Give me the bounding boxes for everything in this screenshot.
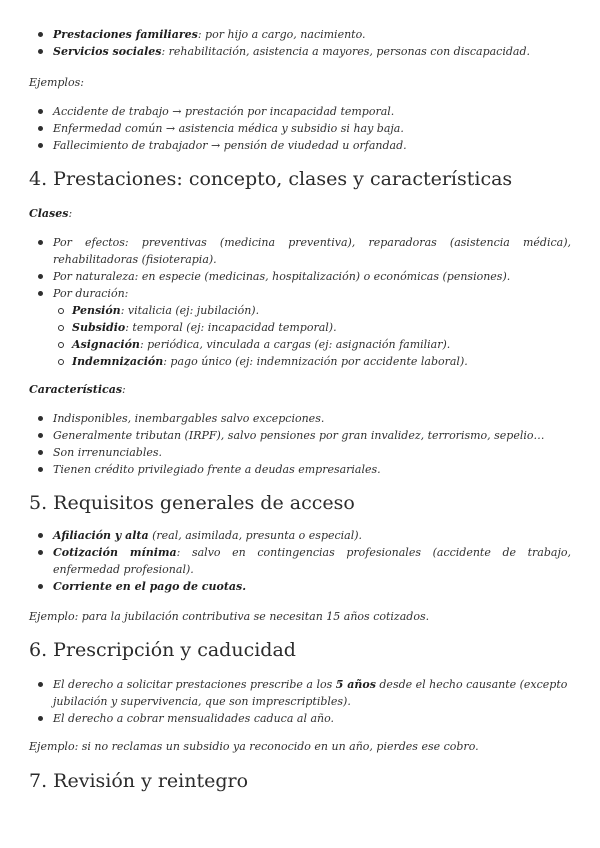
list-item: Tienen crédito privilegiado frente a deudas empresariales. xyxy=(29,461,571,478)
sublist-item: Pensión: vitalicia (ej: jubilación). xyxy=(53,302,571,319)
list-item: Fallecimiento de trabajador → pensión de viudedad u orfandad. xyxy=(29,137,571,154)
list-item: Por duración: Pensión: vitalicia (ej: jubilación). Subsidio: temporal (ej: incapacidad temporal). Asignación: periódica, vinculada a cargas (ej: asignación familiar). Indemnización: pago único (ej: indemnización por accidente laboral). xyxy=(29,285,571,370)
list-item: Accidente de trabajo → prestación por incapacidad temporal. xyxy=(29,103,571,120)
list-item: Cotización mínima: salvo en contingencias profesionales (accidente de trabajo, enfermedad profesional). xyxy=(29,544,571,578)
duration-sublist xyxy=(53,302,571,370)
list-item: Servicios sociales: rehabilitación, asistencia a mayores, personas con discapacidad. xyxy=(29,43,571,60)
examples-label: Ejemplos: xyxy=(29,76,84,89)
list-item: Afiliación y alta (real, asimilada, presunta o especial). xyxy=(29,527,571,544)
benefits-list xyxy=(29,26,571,60)
section6-example: Ejemplo: si no reclamas un subsidio ya reconocido en un año, pierdes ese cobro. xyxy=(29,740,479,753)
section-heading-5: 5. Requisitos generales de acceso xyxy=(29,492,355,514)
prescription-list xyxy=(29,676,571,727)
classes-label: Clases: xyxy=(29,207,73,220)
section-heading-7: 7. Revisión y reintegro xyxy=(29,770,249,792)
sublist-item: Asignación: periódica, vinculada a cargas (ej: asignación familiar). xyxy=(53,336,571,353)
list-item: El derecho a solicitar prestaciones prescribe a los 5 años desde el hecho causante (excepto jubilación y supervivencia, que son imprescriptibles). xyxy=(29,676,571,710)
list-item: Por efectos: preventivas (medicina preventiva), reparadoras (asistencia médica), rehabilitadoras (fisioterapia). xyxy=(29,234,571,268)
requirements-list xyxy=(29,527,571,595)
examples-list xyxy=(29,103,571,154)
list-item: El derecho a cobrar mensualidades caduca al año. xyxy=(29,710,571,727)
list-item: Generalmente tributan (IRPF), salvo pensiones por gran invalidez, terrorismo, sepelio… xyxy=(29,427,571,444)
section5-example: Ejemplo: para la jubilación contributiva se necesitan 15 años cotizados. xyxy=(29,610,430,623)
classes-list xyxy=(29,234,571,370)
sublist-item: Subsidio: temporal (ej: incapacidad temporal). xyxy=(53,319,571,336)
features-label: Características: xyxy=(29,383,126,396)
list-item: Prestaciones familiares: por hijo a cargo, nacimiento. xyxy=(29,26,571,43)
section-heading-6: 6. Prescripción y caducidad xyxy=(29,639,296,661)
features-list xyxy=(29,410,571,478)
sublist-item: Indemnización: pago único (ej: indemnización por accidente laboral). xyxy=(53,353,571,370)
list-item: Enfermedad común → asistencia médica y subsidio si hay baja. xyxy=(29,120,571,137)
list-item: Son irrenunciables. xyxy=(29,444,571,461)
section-heading-4: 4. Prestaciones: concepto, clases y características xyxy=(29,168,513,190)
list-item: Corriente en el pago de cuotas. xyxy=(29,578,571,595)
list-item: Por naturaleza: en especie (medicinas, hospitalización) o económicas (pensiones). xyxy=(29,268,571,285)
list-item: Indisponibles, inembargables salvo excepciones. xyxy=(29,410,571,427)
